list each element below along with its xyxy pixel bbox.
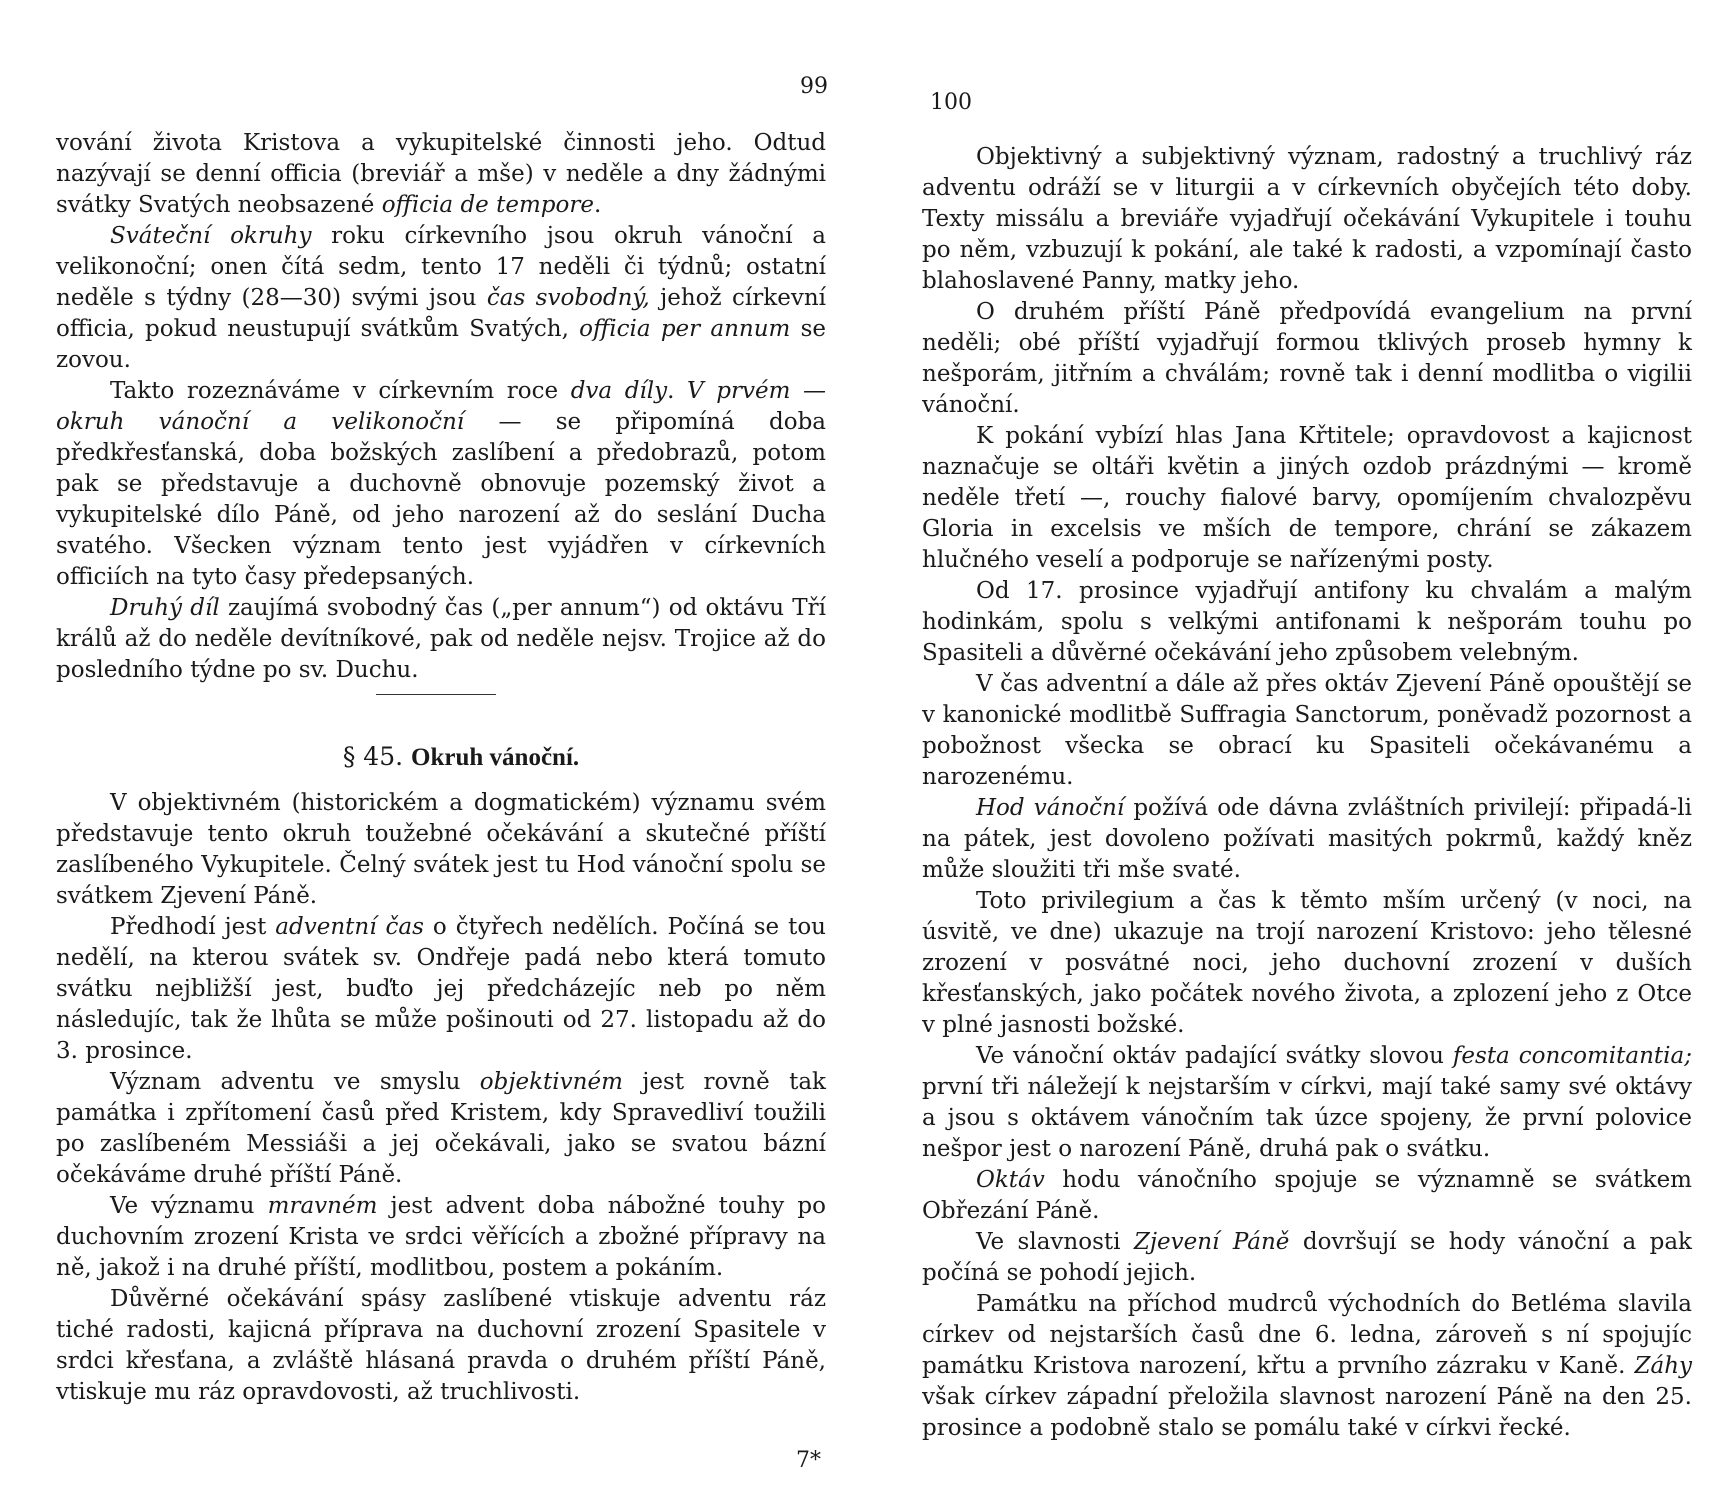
right-page: [922, 0, 1732, 1500]
paragraph: Sváteční okruhy roku církevního jsou okruh vánoční a velikonoční; onen čítá sedm, tento 17 neděli či týdnů; ostatní neděle s týdny (28—30) svými jsou čas svobodný, jehož církevní officia, pokud neustupují svátkům Svatých, officia per annum se zovou.: [56, 223, 826, 373]
section-heading: § 45. Okruh vánoční.: [342, 742, 580, 771]
paragraph: Ve vánoční oktáv padající svátky slovou festa concomitantia; první tři náležejí k nejstarším v církvi, mají také samy své oktávy a jsou s oktávem vánočním tak úzce spojeny, že první polovice nešpor jest o narození Páně, druhá pak o svátku.: [922, 1043, 1692, 1162]
paragraph: O druhém příští Páně předpovídá evangelium na první neděli; obé příští vyjadřují formou tklivých proseb hymny k nešporám, jitřním a chválám; rovně tak i denní modlitba o vigilii vánoční.: [922, 299, 1692, 418]
page-number: 100: [930, 90, 972, 115]
paragraph: Druhý díl zaujímá svobodný čas („per annum“) od oktávu Tří králů až do neděle devítníkové, pak od neděle nejsv. Trojice až do posledního týdne po sv. Duchu.: [56, 595, 826, 683]
text-block: [922, 142, 1692, 1444]
text-block-bottom: [56, 788, 826, 1408]
paragraph: Ve slavnosti Zjevení Páně dovršují se hody vánoční a pak počíná se pohodí jejich.: [922, 1229, 1692, 1286]
page-number: 99: [800, 74, 828, 99]
paragraph: Takto rozeznáváme v církevním roce dva díly. V prvém — okruh vánoční a velikonoční — se připomíná doba předkřesťanská, doba božských zaslíbení a předobrazů, potom pak se představuje a duchovně obnovuje pozemský život a vykupitelské dílo Páně, od jeho narození až do seslání Ducha svatého. Všecken význam tento jest vyjádřen v církevních officiích na tyto časy předepsaných.: [56, 378, 827, 590]
paragraph: Objektivný a subjektivný význam, radostný a truchlivý ráz adventu odráží se v liturgii a v církevních obyčejích této doby. Texty missálu a breviáře vyjadřují očekávání Vykupitele i touhu po něm, vzbuzují k pokání, ale také k radosti, a vzpomínají často blahoslavené Panny, matky jeho.: [922, 144, 1692, 294]
paragraph: Důvěrné očekávání spásy zaslíbené vtiskuje adventu ráz tiché radosti, kajicná příprava na duchovní zrození Spasitele v srdci křesťana, a zvláště hlásaná pravda o druhém příští Páně, vtiskuje mu ráz opravdovosti, až truchlivosti.: [56, 1286, 826, 1405]
paragraph: Hod vánoční požívá ode dávna zvláštních privilejí: připadá-li na pátek, jest dovoleno požívati masitých pokrmů, každý kněz může sloužiti tři mše svaté.: [922, 795, 1692, 883]
paragraph: K pokání vybízí hlas Jana Křtitele; opravdovost a kajicnost naznačuje se oltáři květin a jiných ozdob prázdnými — kromě neděle třetí —, rouchy fialové barvy, opomíjením chvalozpěvu Gloria in excelsis ve mších de tempore, chrání se zákazem hlučného veselí a podporuje se nařízenými posty.: [922, 423, 1692, 573]
section-divider: [376, 694, 496, 695]
paragraph: Od 17. prosince vyjadřují antifony ku chvalám a malým hodinkám, spolu s velkými antifonami k nešporám touhu po Spasiteli a důvěrné očekávání jeho způsobem velebným.: [922, 578, 1692, 666]
paragraph: Ve významu mravném jest advent doba nábožné touhy po duchovním zrození Krista ve srdci věřících a zbožné přípravy na ně, jakož i na druhé příští, modlitbou, postem a pokáním.: [56, 1193, 826, 1281]
paragraph: Předhodí jest adventní čas o čtyřech nedělích. Počíná se tou nedělí, na kterou svátek sv. Ondřeje padá nebo která tomuto svátku nejbližší jest, buďto jej předcházejíc neb po něm následujíc, tak že lhůta se může pošinouti od 27. listopadu až do 3. prosince.: [56, 914, 826, 1064]
paragraph: Význam adventu ve smyslu objektivném jest rovně tak památka i zpřítomení časů před Kristem, kdy Spravedliví toužili po zaslíbeném Messiáši a jej očekávali, jako se svatou bázní očekáváme druhé příští Páně.: [56, 1069, 826, 1188]
paragraph: Toto privilegium a čas k těmto mším určený (v noci, na úsvitě, ve dne) ukazuje na trojí narození Kristovo: jeho tělesné zrození v posvátné noci, jeho duchovní zrození v duších křesťanských, jako počátek nového života, a zplození jeho z Otce v plné jasnosti božské.: [922, 888, 1692, 1038]
paragraph: Památku na příchod mudrců východních do Betléma slavila církev od nejstarších časů dne 6. ledna, zároveň s ní spojujíc památku Kristova narození, křtu a prvního zázraku v Kaně. Záhy však církev západní přeložila slavnost narození Páně na den 25. prosince a podobně stalo se pomálu také v církvi řecké.: [922, 1291, 1692, 1441]
paragraph: Oktáv hodu vánočního spojuje se významně se svátkem Obřezání Páně.: [922, 1167, 1692, 1224]
paragraph: vování života Kristova a vykupitelské činnosti jeho. Odtud nazývají se denní officia (breviář a mše) v neděle a dny žádnými svátky Svatých neobsazené officia de tempore.: [56, 130, 826, 218]
paragraph: V čas adventní a dále až přes oktáv Zjevení Páně opouštějí se v kanonické modlitbě Suffragia Sanctorum, poněvadž pozornost a pobožnost všecka se obrací ku Spasiteli očekávanému a narozenému.: [922, 671, 1692, 790]
paragraph: V objektivném (historickém a dogmatickém) významu svém představuje tento okruh toužebné očekávání a skutečné příští zaslíbeného Vykupitele. Čelný svátek jest tu Hod vánoční spolu se svátkem Zjevení Páně.: [56, 790, 826, 909]
left-page: [56, 0, 866, 1500]
text-block-top: [56, 128, 826, 686]
printer-signature-mark: 7*: [796, 1448, 821, 1473]
